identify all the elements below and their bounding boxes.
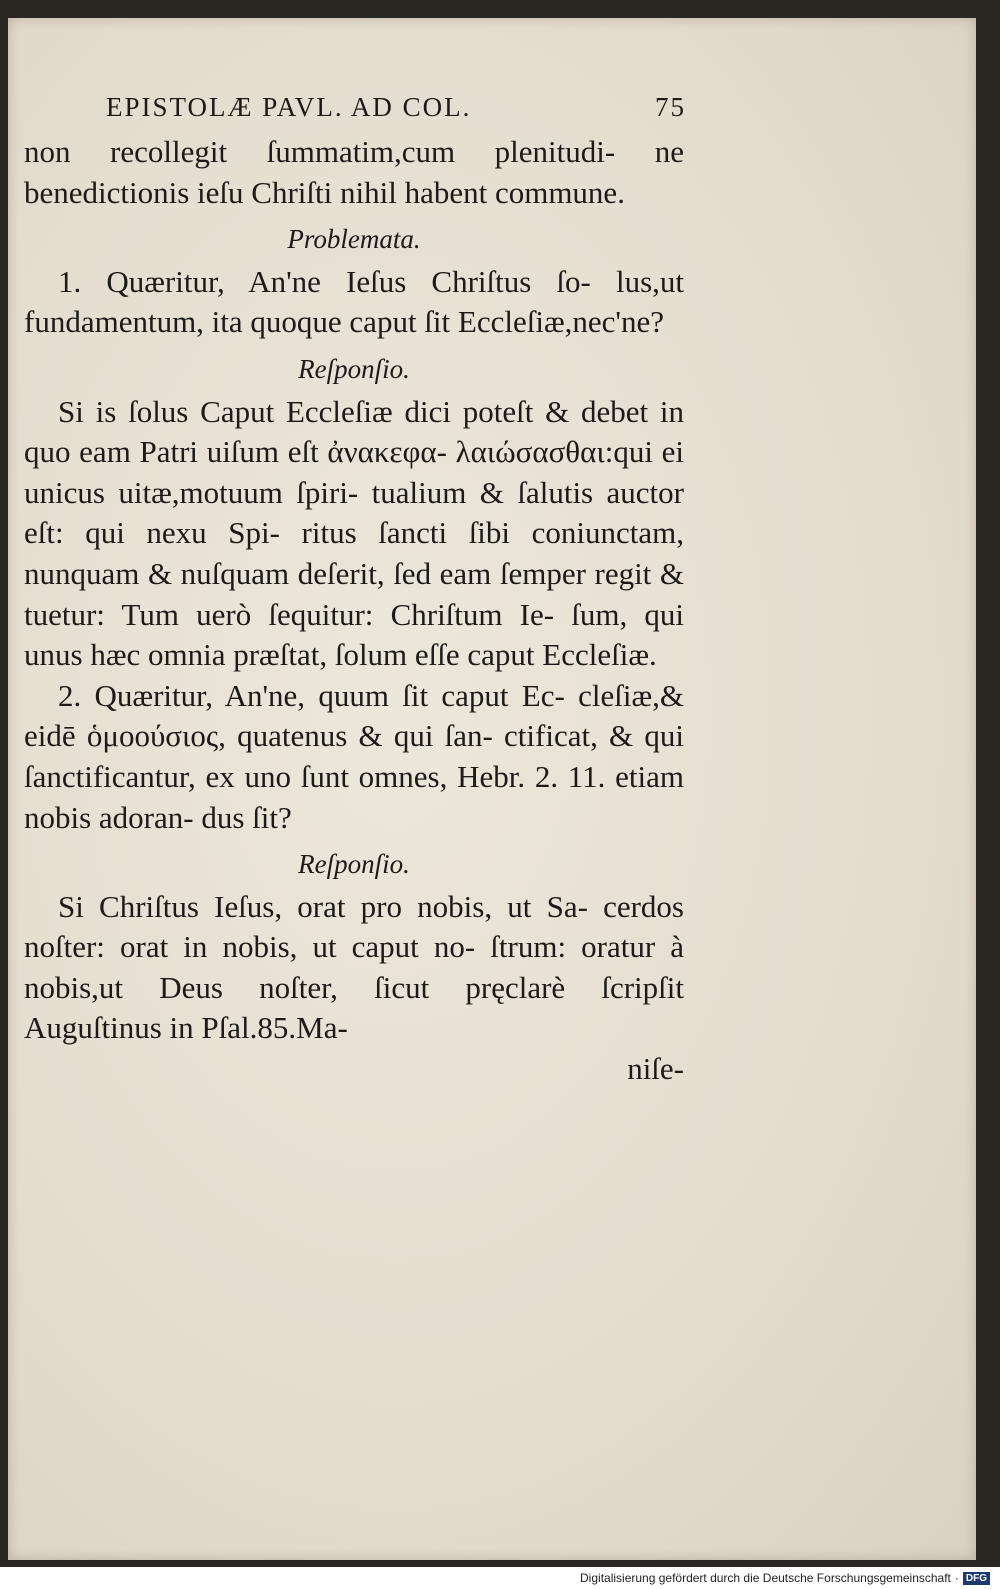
paragraph-continuation: non recollegit ſummatim,cum plenitudi- ne benedictionis ieſu Chriſti nihil habent commune.	[24, 134, 684, 210]
running-title: EPISTOLÆ PAVL. AD COL.	[106, 92, 472, 122]
question-1: 1. Quæritur, An'ne Ieſus Chriſtus ſo- lus,ut fundamentum, ita quoque caput ſit Eccleſiæ,nec'ne?	[24, 263, 684, 340]
catchword: niſe-	[627, 1051, 684, 1087]
question-2: 2. Quæritur, An'ne, quum ſit caput Ec- cleſiæ,& eidē ὁμοούσιος, quatenus & qui ſan- ctificat, & qui ſanctificantur, ex uno ſunt omnes, Hebr. 2. 11. etiam nobis adoran- dus ſit?	[24, 677, 684, 835]
page-text	[24, 132, 684, 1090]
heading-problemata: Problemata.	[287, 224, 421, 255]
running-header	[106, 92, 686, 123]
digitization-footer: Digitalisierung gefördert durch die Deutsche Forschungsgemeinschaft · DFG	[0, 1567, 1000, 1589]
answer-1: Si is ſolus Caput Eccleſiæ dici poteſt & debet in quo eam Patri uiſum eſt ἀνακεφα- λαιώσασθαι:qui ei unicus uitæ,motuum ſpiri- tualium & ſalutis auctor eſt: qui nexu Spi- ritus ſancti ſibi coniunctam, nunquam & nuſquam deſerit, ſed eam ſemper regit & tuetur: Tum uerò ſequitur: Chriſtum Ie- ſum, qui unus hæc omnia præſtat, ſolum eſſe caput Eccleſiæ.	[24, 393, 684, 673]
dfg-logo: DFG	[963, 1572, 990, 1585]
heading-responsio-2: Reſponſio.	[298, 849, 410, 880]
answer-2: Si Chriſtus Ieſus, orat pro nobis, ut Sa- cerdos noſter: orat in nobis, ut caput no- ſtrum: oratur à nobis,ut Deus noſter, ſicut pręclarè ſcripſit Auguſtinus in Pſal.85.Ma-	[24, 888, 684, 1046]
heading-responsio-1: Reſponſio.	[298, 353, 410, 384]
footer-credit: Digitalisierung gefördert durch die Deutsche Forschungsgemeinschaft	[580, 1571, 951, 1585]
page-number: 75	[655, 92, 686, 122]
